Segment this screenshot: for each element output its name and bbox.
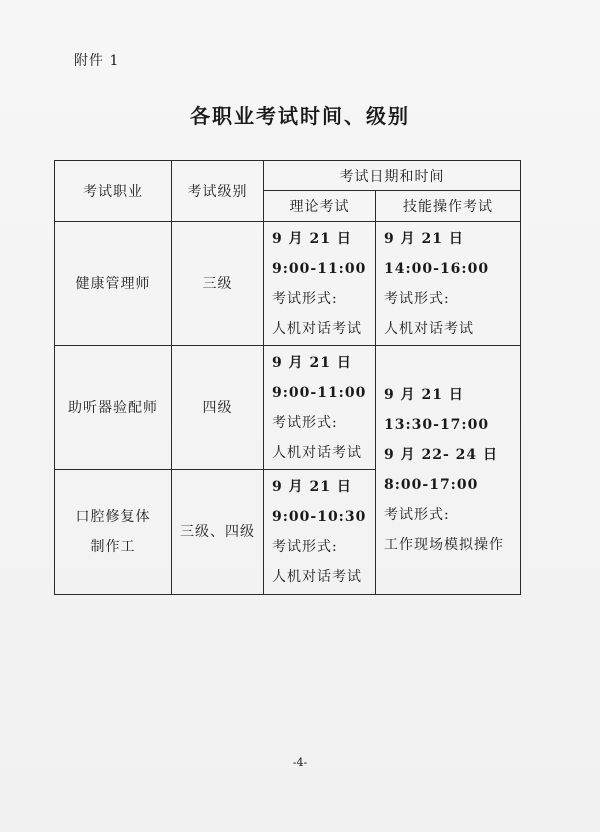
exam-date: 9 月 21 日 [272,354,352,371]
attachment-label: 附件 1 [74,53,120,69]
header-occupation: 考试职业 [55,161,172,222]
exam-time: 9:00-11:00 [272,384,367,401]
exam-form-label: 考试形式: [272,414,338,431]
exam-form: 人机对话考试 [272,444,362,461]
skill-cell [376,222,521,346]
exam-form-label: 考试形式: [384,507,450,523]
occupation-cell [55,222,172,346]
exam-form: 工作现场模拟操作 [384,537,504,553]
exam-form-label: 考试形式: [272,290,338,307]
theory-cell [264,222,376,346]
header-skill: 技能操作考试 [376,191,521,222]
exam-date: 9 月 21 日 [384,387,464,403]
header-theory: 理论考试 [264,191,376,222]
page-number: -4- [292,756,308,769]
exam-time: 9:00-10:30 [272,509,367,525]
header-date-time: 考试日期和时间 [264,161,521,191]
exam-time: 9:00-11:00 [272,260,367,277]
exam-date: 9 月 21 日 [272,230,352,247]
exam-time: 14:00-16:00 [384,260,490,277]
page-title: 各职业考试时间、级别 [190,104,410,128]
occupation-text: 健康管理师 [75,275,151,292]
occupation-cell [55,346,172,470]
exam-form-label: 考试形式: [384,290,450,307]
merged-skill-cell [376,346,521,595]
occupation-text: 制作工 [90,539,136,555]
exam-date: 9 月 22- 24 日 [384,447,499,463]
exam-form: 人机对话考试 [384,320,474,337]
exam-time: 13:30-17:00 [384,417,490,433]
exam-date: 9 月 21 日 [384,230,464,247]
occupation-text: 助听器验配师 [68,399,158,416]
exam-form: 人机对话考试 [272,320,362,337]
occupation-cell [55,470,172,595]
exam-form: 人机对话考试 [272,569,362,585]
exam-time: 8:00-17:00 [384,477,479,493]
exam-schedule-table [54,160,521,595]
level-cell: 四级 [172,346,264,470]
exam-form-label: 考试形式: [272,539,338,555]
theory-cell [264,346,376,470]
level-cell: 三级 [172,222,264,346]
table-row [55,346,521,470]
exam-date: 9 月 21 日 [272,479,352,495]
occupation-text: 口腔修复体 [75,509,151,525]
header-level: 考试级别 [172,161,264,222]
table-row [55,222,521,346]
theory-cell [264,470,376,595]
level-cell: 三级、四级 [172,470,264,595]
